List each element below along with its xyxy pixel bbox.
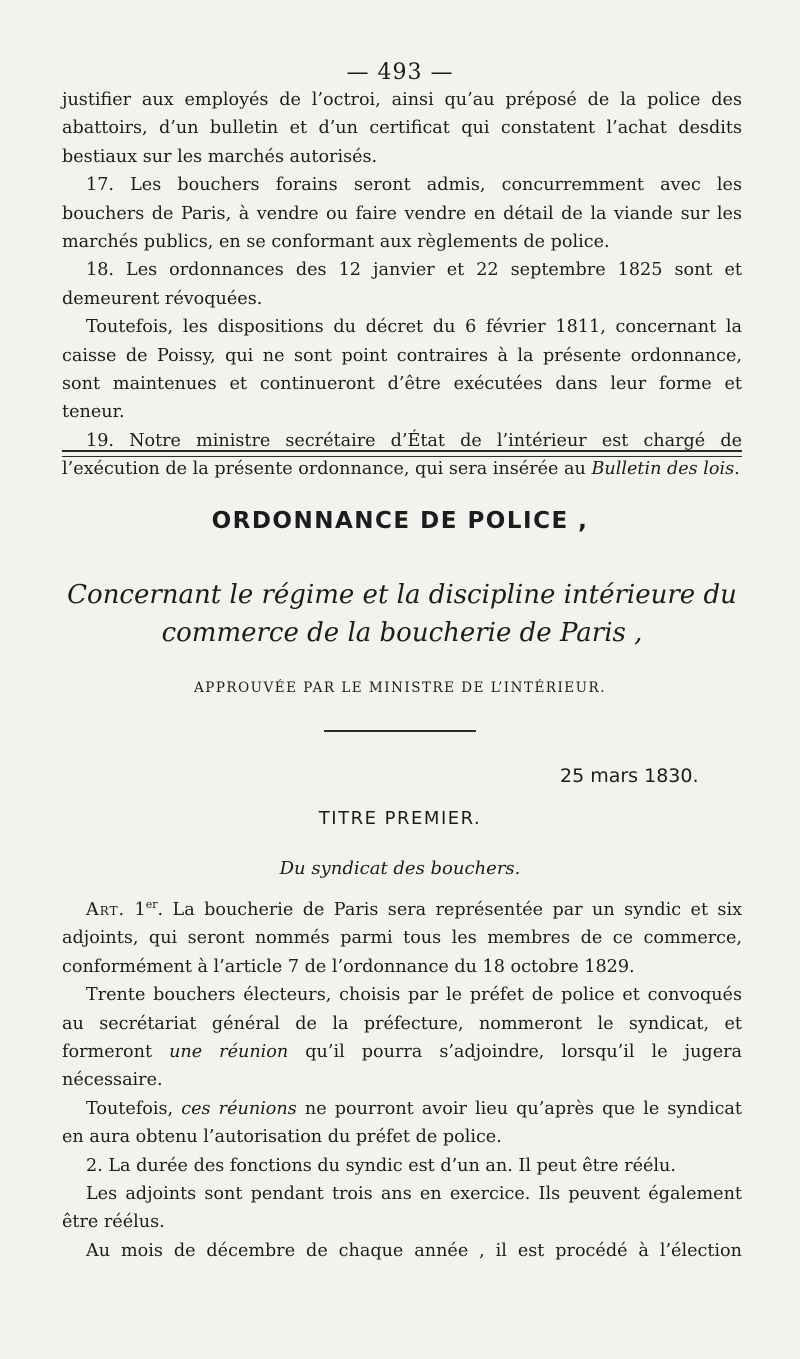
section-heading: Du syndicat des bouchers.: [279, 858, 521, 879]
short-divider: [324, 730, 476, 732]
ces-reunions: ces réunions: [181, 1098, 297, 1119]
paragraph-decembre: Au mois de décembre de chaque année , il est procédé à l’élection: [86, 1240, 742, 1261]
ordonnance-title: ORDONNANCE DE POLICE ,: [211, 508, 589, 534]
titre-heading: TITRE PREMIER.: [318, 808, 482, 829]
bulletin-des-lois: Bulletin des lois: [591, 459, 735, 480]
ordonnance-date: 25 mars 1830.: [560, 765, 699, 787]
toutefois-text-a: Toutefois,: [86, 1098, 182, 1119]
paragraph-adjoints: Les adjoints sont pendant trois ans en exercice. Ils peuvent également être réélus.: [62, 1184, 742, 1233]
paragraph-trente-bouchers: [62, 981, 742, 1095]
article-label: Art.: [86, 900, 126, 920]
toutefois-text-b: ne pourront avoir lieu qu’après que le syndicat en aura obtenu l’autorisation du préfet de police.: [62, 1098, 742, 1148]
article-number-sup: er: [145, 898, 158, 912]
body-text-block: [62, 896, 742, 1265]
paragraph-2: 2. La durée des fonctions du syndic est d’un an. Il peut être réélu.: [86, 1155, 676, 1176]
paragraph-toutefois-poissy: Toutefois, les dispositions du décret du 6 février 1811, concernant la caisse de Poissy, qui ne sont point contraires à la présente ordonnance, sont maintenues et continueront d’être exécutées dans leur forme et teneur.: [62, 317, 742, 423]
article-number: 1: [134, 900, 146, 920]
approval-line: APPROUVÉE PAR LE MINISTRE DE L’INTÉRIEUR.: [194, 680, 606, 696]
trente-text-a: Trente bouchers électeurs, choisis par le préfet de police et convoqués au secrétariat général de la préfecture, nommeront le syndicat, et formeront: [62, 985, 742, 1063]
article-1-text: . La boucherie de Paris sera représentée par un syndic et six adjoints, qui seront nommés parmi tous les membres de ce commerce, conformément à l’article 7 de l’ordonnance du 18 octobre 1829.: [62, 900, 742, 977]
section-divider: [62, 450, 742, 457]
ordonnance-subtitle: Concernant le régime et la discipline intérieure du commerce de la boucherie de Paris ,: [67, 580, 737, 648]
paragraph-continuation: justifier aux employés de l’octroi, ainsi qu’au préposé de la police des abattoirs, d’un bulletin et d’un certificat qui constatent l’achat desdits bestiaux sur les marchés autorisés.: [62, 90, 742, 167]
trente-text-b: qu’il pourra s’adjoindre, lorsqu’il le jugera nécessaire.: [62, 1042, 743, 1091]
une-reunion: une réunion: [169, 1042, 289, 1063]
paragraph-toutefois-reunions: [62, 1095, 742, 1152]
page-number: — 493 —: [346, 60, 454, 85]
top-text-block: [62, 86, 742, 484]
paragraph-19-end: .: [734, 459, 740, 480]
paragraph-19-text: 19. Notre ministre secrétaire d’État de l’intérieur est chargé de l’exécution de la présente ordonnance, qui sera insérée au: [62, 430, 742, 480]
paragraph-17: 17. Les bouchers forains seront admis, concurremment avec les bouchers de Paris, à vendre ou faire vendre en détail de la viande sur les marchés publics, en se conformant aux règlements de police.: [62, 175, 742, 253]
article-1: [62, 896, 742, 981]
paragraph-18: 18. Les ordonnances des 12 janvier et 22 septembre 1825 sont et demeurent révoquées.: [62, 260, 742, 309]
